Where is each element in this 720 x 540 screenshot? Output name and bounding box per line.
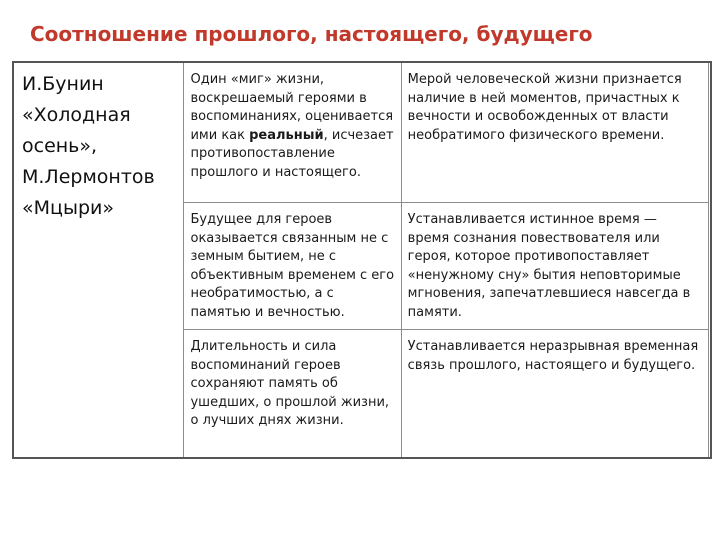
author-line: «Мцыри» [22, 197, 114, 219]
table-cell-middle [184, 63, 401, 203]
author-line: М.Лермонтов [22, 166, 155, 188]
cell-text-bold: реальный [249, 127, 324, 143]
table-cell-middle: Длительность и сила воспоминаний героев сохраняют память об ушедших, о прошлой жизни, о лучших днях жизни. [184, 330, 401, 459]
author-line: И.Бунин [22, 73, 104, 95]
author-line: «Холодная [22, 104, 131, 126]
cell-text: Один «миг» жизни, воскрешаемый героями в воспоминаниях, оценивается ими как [190, 72, 394, 143]
table-row [14, 63, 709, 203]
author-line: осень», [22, 135, 98, 157]
table-cell-right: Мерой человеческой жизни признается наличие в ней моментов, причастных к вечности и освобожденных от власти необратимого физического времени. [401, 63, 708, 203]
table-cell-right: Устанавливается истинное время — время сознания повествователя или героя, которое противопоставляет «ненужному сну» бытия неповторимые мгновения, запечатлевшиеся навсегда в памяти. [401, 203, 708, 330]
comparison-table [13, 62, 709, 459]
table-cell-right: Устанавливается неразрывная временная связь прошлого, настоящего и будущего. [401, 330, 708, 459]
page-title: Соотношение прошлого, настоящего, будущего [30, 22, 593, 46]
table-cell-middle: Будущее для героев оказывается связанным не с земным бытием, не с объективным временем с его необратимостью, а с памятью и вечностью. [184, 203, 401, 330]
cell-text: , исчезает противопоставление прошлого и настоящего. [190, 127, 394, 180]
authors-cell [14, 63, 184, 459]
